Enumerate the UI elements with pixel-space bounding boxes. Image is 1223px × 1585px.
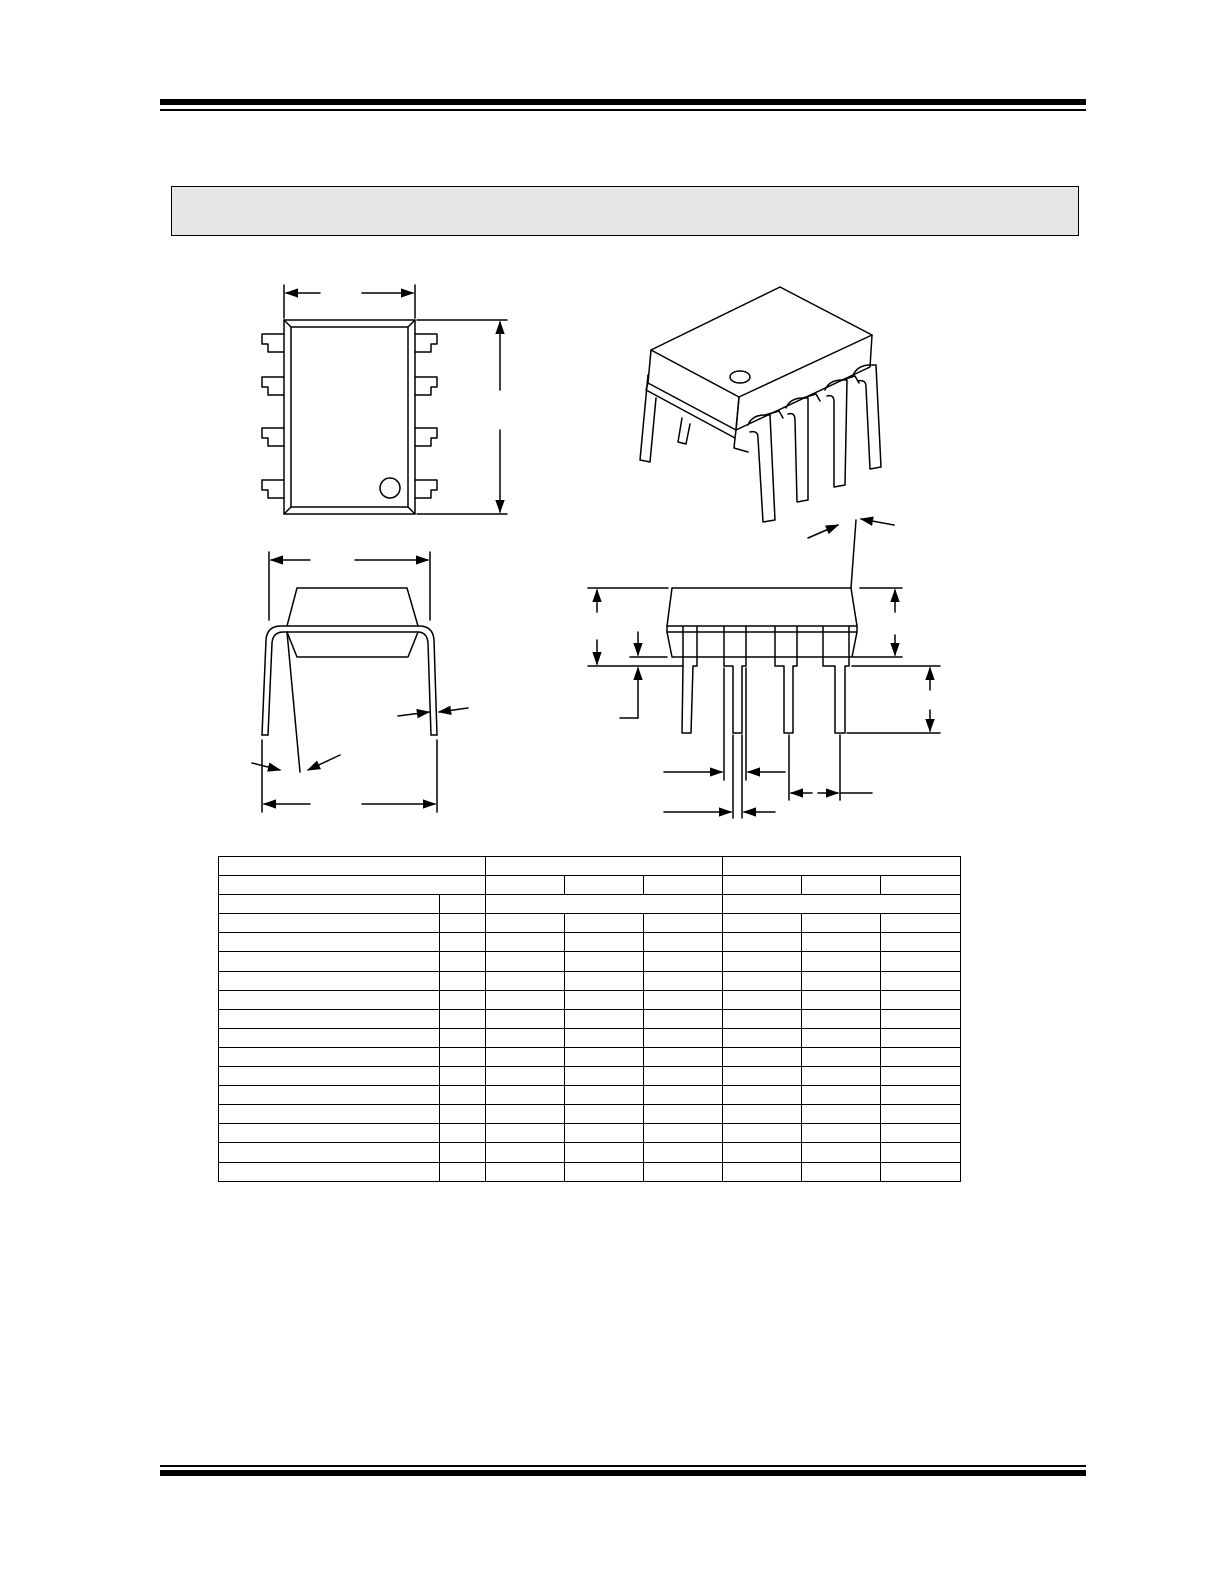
table-row (219, 952, 961, 971)
table-cell (486, 857, 723, 876)
table-cell (723, 1028, 802, 1047)
table-cell (644, 1047, 723, 1066)
table-cell (802, 1009, 881, 1028)
table-cell (565, 1028, 644, 1047)
table-cell (219, 1067, 440, 1086)
table-cell (644, 1067, 723, 1086)
table-cell (644, 1162, 723, 1181)
table-cell (881, 1105, 961, 1124)
table-cell (644, 1143, 723, 1162)
table-cell (802, 933, 881, 952)
table-cell (881, 914, 961, 933)
table-cell (881, 952, 961, 971)
table-cell (219, 952, 440, 971)
table-cell (802, 1105, 881, 1124)
table-cell (440, 1067, 486, 1086)
table-cell (440, 952, 486, 971)
table-cell (440, 1047, 486, 1066)
table-cell (802, 1067, 881, 1086)
table-cell (565, 914, 644, 933)
table-cell (486, 1009, 565, 1028)
table-cell (644, 914, 723, 933)
table-cell (565, 1086, 644, 1105)
table-header-row (219, 857, 961, 876)
table-cell (486, 1028, 565, 1047)
table-cell (644, 1086, 723, 1105)
table-cell (723, 914, 802, 933)
table-cell (802, 971, 881, 990)
table-cell (802, 1124, 881, 1143)
table-row (219, 1086, 961, 1105)
table-cell (881, 1047, 961, 1066)
table-cell (219, 914, 440, 933)
table-cell (219, 895, 440, 914)
table-cell (565, 1105, 644, 1124)
table-cell (486, 1162, 565, 1181)
table-cell (723, 1105, 802, 1124)
table-row (219, 1067, 961, 1086)
table-row (219, 1009, 961, 1028)
table-row (219, 1047, 961, 1066)
footer-rule-thick (160, 1470, 1086, 1476)
table-cell (723, 876, 802, 895)
table-cell (440, 1105, 486, 1124)
table-cell (440, 1028, 486, 1047)
table-cell (565, 1143, 644, 1162)
table-cell (881, 1009, 961, 1028)
table-cell (644, 990, 723, 1009)
table-cell (802, 1047, 881, 1066)
table-cell (565, 952, 644, 971)
table-cell (644, 1009, 723, 1028)
table-row (219, 1124, 961, 1143)
table-cell (881, 1067, 961, 1086)
table-row (219, 971, 961, 990)
table-cell (486, 933, 565, 952)
table-cell (565, 1124, 644, 1143)
table-cell (219, 1086, 440, 1105)
table-cell (802, 1086, 881, 1105)
table-cell (440, 1143, 486, 1162)
dimensions-table (218, 856, 961, 1182)
top-view (262, 285, 507, 514)
table-cell (881, 876, 961, 895)
table-cell (486, 971, 565, 990)
table-cell (440, 1086, 486, 1105)
table-cell (565, 876, 644, 895)
table-cell (440, 990, 486, 1009)
table-cell (440, 1162, 486, 1181)
table-cell (723, 1086, 802, 1105)
table-row (219, 1143, 961, 1162)
table-cell (881, 971, 961, 990)
table-row (219, 1028, 961, 1047)
table-cell (565, 1067, 644, 1086)
table-cell (723, 1143, 802, 1162)
table-cell (219, 1105, 440, 1124)
table-row (219, 914, 961, 933)
table-cell (723, 1067, 802, 1086)
table-cell (440, 1124, 486, 1143)
table-cell (644, 952, 723, 971)
table-cell (219, 1162, 440, 1181)
table-cell (486, 1067, 565, 1086)
table-cell (440, 971, 486, 990)
table-cell (644, 1124, 723, 1143)
table-cell (802, 876, 881, 895)
table-cell (486, 895, 723, 914)
table-cell (723, 971, 802, 990)
table-cell (723, 895, 961, 914)
table-row (219, 1105, 961, 1124)
table-cell (565, 1047, 644, 1066)
table-cell (802, 952, 881, 971)
table-cell (723, 1124, 802, 1143)
table-cell (219, 857, 486, 876)
table-cell (219, 971, 440, 990)
table-row (219, 990, 961, 1009)
table-cell (440, 933, 486, 952)
table-cell (219, 1047, 440, 1066)
table-cell (644, 1105, 723, 1124)
table-cell (881, 1028, 961, 1047)
table-cell (486, 914, 565, 933)
isometric-view (640, 287, 894, 588)
table-row (219, 1162, 961, 1181)
table-cell (723, 990, 802, 1009)
table-row (219, 895, 961, 914)
table-cell (219, 876, 486, 895)
table-cell (219, 933, 440, 952)
table-cell (802, 914, 881, 933)
table-cell (723, 857, 961, 876)
table-cell (802, 990, 881, 1009)
table-cell (723, 1047, 802, 1066)
table-cell (644, 971, 723, 990)
table-cell (644, 876, 723, 895)
table-cell (440, 895, 486, 914)
table-cell (486, 1143, 565, 1162)
end-view (252, 552, 468, 812)
table-cell (440, 914, 486, 933)
table-cell (881, 933, 961, 952)
table-cell (565, 1162, 644, 1181)
table-cell (723, 1162, 802, 1181)
table-cell (486, 1086, 565, 1105)
table-cell (486, 952, 565, 971)
table-cell (644, 1028, 723, 1047)
table-cell (881, 1086, 961, 1105)
table-cell (802, 1162, 881, 1181)
table-cell (565, 971, 644, 990)
table-cell (881, 990, 961, 1009)
table-cell (802, 1143, 881, 1162)
table-cell (802, 1028, 881, 1047)
table-cell (219, 1028, 440, 1047)
table-cell (486, 990, 565, 1009)
table-cell (486, 1105, 565, 1124)
table-cell (881, 1162, 961, 1181)
table-cell (723, 952, 802, 971)
table-cell (219, 1009, 440, 1028)
table-cell (565, 933, 644, 952)
table-cell (219, 990, 440, 1009)
table-cell (723, 1009, 802, 1028)
table-cell (881, 1124, 961, 1143)
table-cell (881, 1143, 961, 1162)
table-cell (219, 1124, 440, 1143)
table-cell (723, 933, 802, 952)
table-cell (486, 876, 565, 895)
table-cell (486, 1124, 565, 1143)
table-row (219, 933, 961, 952)
table-cell (440, 1009, 486, 1028)
table-cell (644, 933, 723, 952)
footer-rule-thin (160, 1465, 1086, 1467)
table-header-row (219, 876, 961, 895)
table-cell (486, 1047, 565, 1066)
table-cell (565, 1009, 644, 1028)
table-cell (219, 1143, 440, 1162)
table-cell (565, 990, 644, 1009)
side-view (588, 588, 940, 818)
